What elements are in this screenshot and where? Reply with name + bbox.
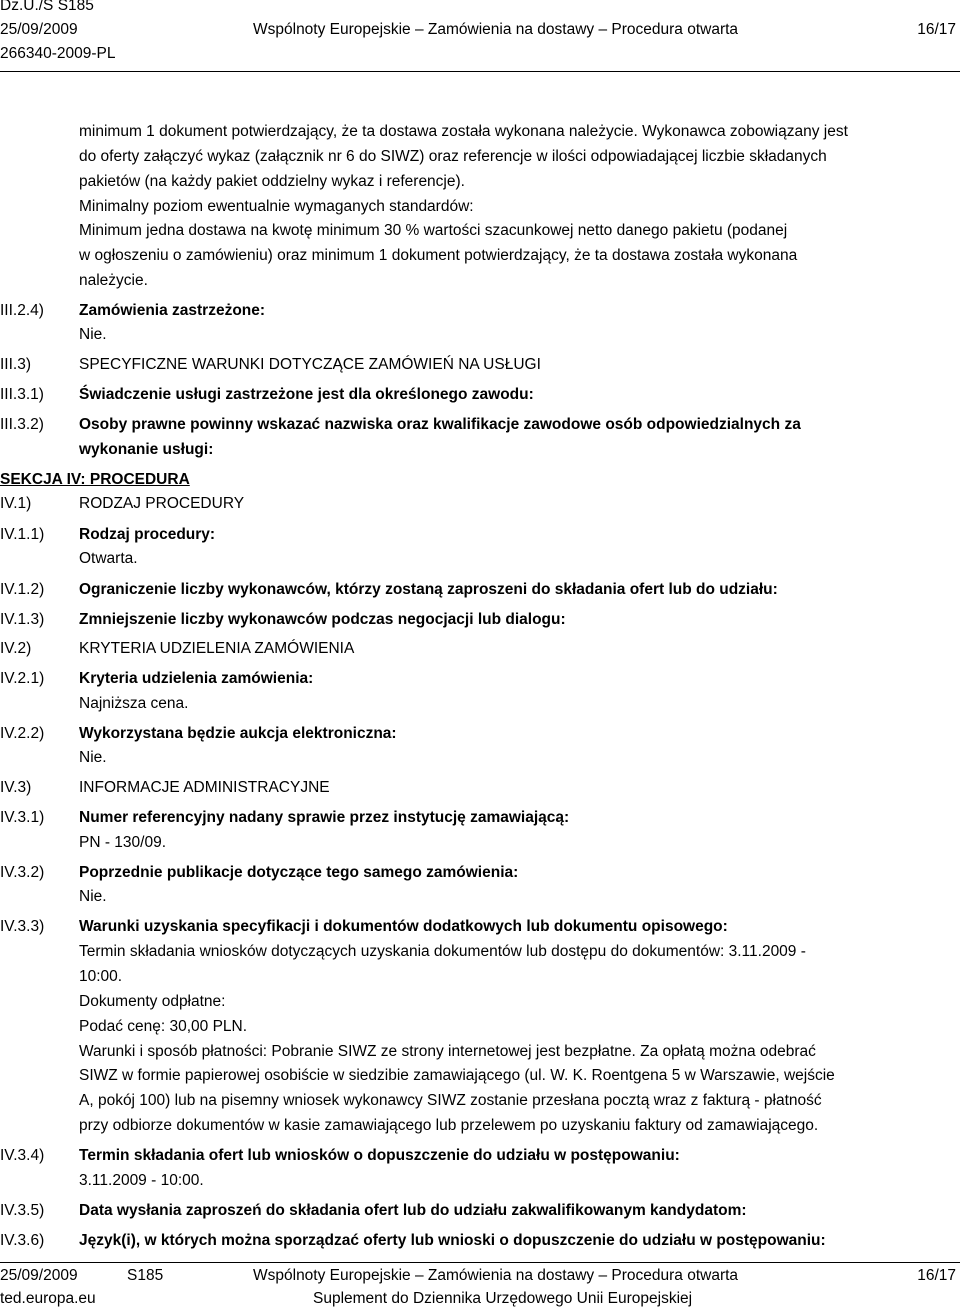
section-heading: Świadczenie usługi zastrzeżone jest dla określonego zawodu:: [79, 386, 534, 403]
header-date: 25/09/2009: [0, 21, 78, 38]
section-number: IV.3.3): [0, 918, 45, 935]
section-heading: Poprzednie publikacje dotyczące tego samego zamówienia:: [79, 864, 519, 881]
body-line: minimum 1 dokument potwierdzający, że ta dostawa została wykonana należycie. Wykonawca zobowiązany jest: [79, 123, 848, 140]
section-value: A, pokój 100) lub na pisemny wniosek wykonawcy SIWZ zostanie przesłana pocztą wraz z fakturą - płatność: [79, 1092, 822, 1109]
section-heading: Data wysłania zaproszeń do składania ofert lub do udziału zakwalifikowanym kandydatom:: [79, 1202, 747, 1219]
section-value: Otwarta.: [79, 550, 138, 567]
section-number: IV.3.6): [0, 1232, 45, 1249]
footer-rule: [0, 1262, 960, 1263]
section-number: III.3.1): [0, 386, 44, 403]
body-line: pakietów (na każdy pakiet oddzielny wykaz i referencje).: [79, 173, 465, 190]
section-heading: Kryteria udzielenia zamówienia:: [79, 670, 314, 687]
section-value: 3.11.2009 - 10:00.: [79, 1172, 204, 1189]
section-number: IV.2): [0, 640, 32, 657]
section-number: III.2.4): [0, 302, 44, 319]
body-line: Minimalny poziom ewentualnie wymaganych standardów:: [79, 198, 474, 215]
section-title: SEKCJA IV: PROCEDURA: [0, 471, 190, 488]
header-title: Wspólnoty Europejskie – Zamówienia na dostawy – Procedura otwarta: [253, 21, 739, 38]
section-number: IV.3.2): [0, 864, 45, 881]
body-line: należycie.: [79, 272, 148, 289]
journal-ref: Dz.U./S S185: [0, 0, 94, 14]
section-number: IV.2.2): [0, 725, 45, 742]
section-heading: SPECYFICZNE WARUNKI DOTYCZĄCE ZAMÓWIEŃ NA USŁUGI: [79, 356, 541, 373]
section-heading: INFORMACJE ADMINISTRACYJNE: [79, 779, 330, 796]
section-value: Podać cenę: 30,00 PLN.: [79, 1018, 248, 1035]
section-heading: Termin składania ofert lub wniosków o dopuszczenie do udziału w postępowaniu:: [79, 1147, 680, 1164]
footer-title: Wspólnoty Europejskie – Zamówienia na dostawy – Procedura otwarta: [253, 1267, 739, 1284]
section-heading: Ograniczenie liczby wykonawców, którzy zostaną zaproszeni do składania ofert lub do udziału:: [79, 581, 778, 598]
section-value: Nie.: [79, 326, 107, 343]
header-page: 16/17: [917, 21, 956, 38]
section-value: Najniższa cena.: [79, 695, 189, 712]
section-number: IV.3.4): [0, 1147, 45, 1164]
section-value: PN - 130/09.: [79, 834, 167, 851]
section-number: IV.3.1): [0, 809, 45, 826]
body-line: do oferty załączyć wykaz (załącznik nr 6 do SIWZ) oraz referencje w ilości odpowiadającej liczbie składanych: [79, 148, 827, 165]
header-rule: [0, 71, 960, 72]
body-line: Minimum jedna dostawa na kwotę minimum 30 % wartości szacunkowej netto danego pakietu (podanej: [79, 222, 788, 239]
section-heading: Rodzaj procedury:: [79, 526, 216, 543]
section-heading: wykonanie usługi:: [79, 441, 214, 458]
section-value: Dokumenty odpłatne:: [79, 993, 226, 1010]
section-heading: Numer referencyjny nadany sprawie przez instytucję zamawiającą:: [79, 809, 570, 826]
section-heading: KRYTERIA UDZIELENIA ZAMÓWIENIA: [79, 640, 355, 657]
section-heading: Język(i), w których można sporządzać oferty lub wnioski o dopuszczenie do udziału w postępowaniu:: [79, 1232, 826, 1249]
section-value: Nie.: [79, 749, 107, 766]
footer-date: 25/09/2009: [0, 1267, 78, 1284]
section-heading: Zmniejszenie liczby wykonawców podczas negocjacji lub dialogu:: [79, 611, 566, 628]
footer-series: S185: [127, 1267, 164, 1284]
section-heading: RODZAJ PROCEDURY: [79, 495, 245, 512]
section-number: III.3.2): [0, 416, 44, 433]
section-number: IV.2.1): [0, 670, 45, 687]
footer-supplement: Suplement do Dziennika Urzędowego Unii Europejskiej: [313, 1290, 693, 1307]
footer-site-link[interactable]: ted.europa.eu: [0, 1290, 96, 1307]
section-number: IV.1.2): [0, 581, 45, 598]
section-value: przy odbiorze dokumentów w kasie zamawiającego lub przelewem po uzyskaniu faktury od zamawiającego.: [79, 1117, 819, 1134]
section-value: SIWZ w formie papierowej osobiście w siedzibie zamawiającego (ul. W. K. Roentgena 5 w Warszawie, wejście: [79, 1067, 835, 1084]
section-number: IV.1): [0, 495, 32, 512]
section-heading: Osoby prawne powinny wskazać nazwiska oraz kwalifikacje zawodowe osób odpowiedzialnych za: [79, 416, 801, 433]
section-number: III.3): [0, 356, 32, 373]
section-heading: Zamówienia zastrzeżone:: [79, 302, 266, 319]
section-value: Warunki i sposób płatności: Pobranie SIWZ ze strony internetowej jest bezpłatne. Za opłatą można odebrać: [79, 1043, 816, 1060]
footer-page: 16/17: [917, 1267, 956, 1284]
section-number: IV.1.1): [0, 526, 45, 543]
section-heading: Warunki uzyskania specyfikacji i dokumentów dodatkowych lub dokumentu opisowego:: [79, 918, 728, 935]
body-line: w ogłoszeniu o zamówieniu) oraz minimum 1 dokument potwierdzający, że ta dostawa została wykonana: [79, 247, 798, 264]
notice-ref: 266340-2009-PL: [0, 45, 116, 62]
section-number: IV.3.5): [0, 1202, 45, 1219]
section-value: Termin składania wniosków dotyczących uzyskania dokumentów lub dostępu do dokumentów: 3.11.2009 -: [79, 943, 806, 960]
section-number: IV.1.3): [0, 611, 45, 628]
section-number: IV.3): [0, 779, 32, 796]
section-heading: Wykorzystana będzie aukcja elektroniczna:: [79, 725, 397, 742]
section-value: 10:00.: [79, 968, 123, 985]
section-value: Nie.: [79, 888, 107, 905]
